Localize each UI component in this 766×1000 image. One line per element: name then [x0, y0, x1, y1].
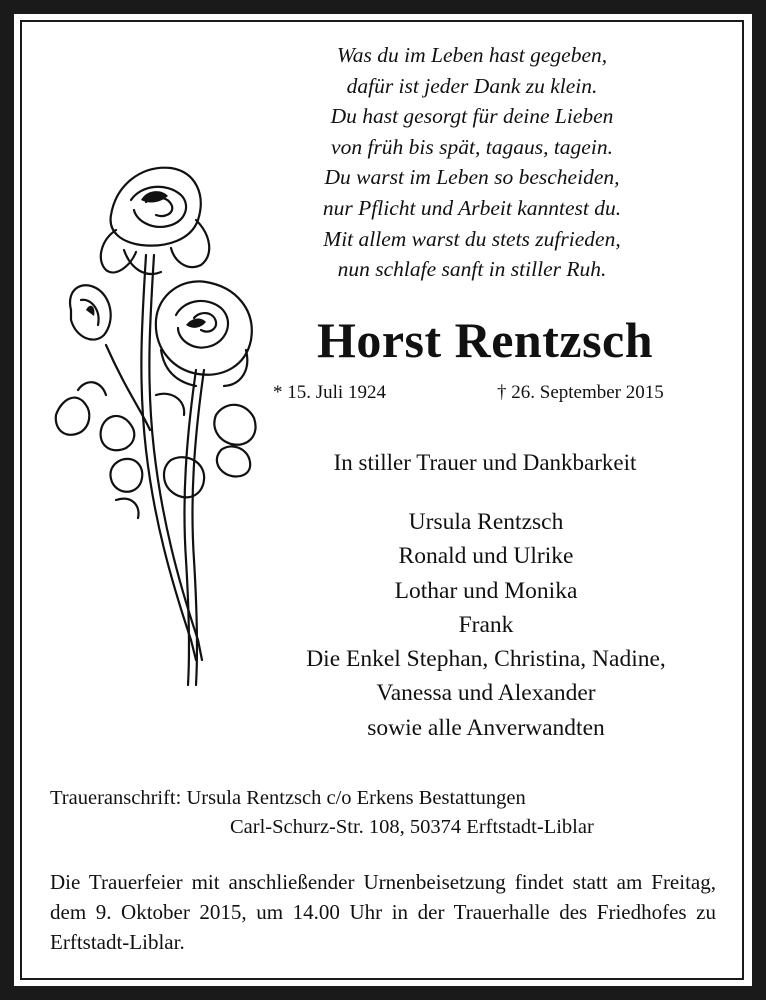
poem-line: Du hast gesorgt für deine Lieben — [330, 104, 614, 129]
poem-line: von früh bis spät, tagaus, tagein. — [331, 134, 613, 159]
deceased-name: Horst Rentzsch — [316, 312, 654, 368]
family-member: sowie alle Anverwandten — [367, 714, 605, 741]
family-list — [230, 505, 742, 745]
family-member: Vanessa und Alexander — [376, 680, 596, 707]
family-member: Die Enkel Stephan, Christina, Nadine, — [306, 646, 666, 673]
family-member: Ronald und Ulrike — [398, 543, 574, 570]
poem — [262, 40, 682, 285]
mourning-line: In stiller Trauer und Dankbarkeit — [333, 450, 637, 475]
poem-line: Du warst im Leben so bescheiden, — [324, 165, 620, 190]
ceremony-notice: Die Trauerfeier mit anschließender Urnenbeisetzung findet statt am Freitag, dem 9. Oktober 2015, um 14.00 Uhr in der Trauerhalle des Friedhofes zu Erftstadt-Liblar. — [50, 870, 716, 954]
family-member: Lothar und Monika — [394, 577, 578, 604]
poem-line: Mit allem warst du stets zufrieden, — [323, 226, 621, 251]
poem-line: nur Pflicht und Arbeit kanntest du. — [322, 195, 622, 220]
mourning-address-line1: Traueranschrift: Ursula Rentzsch c/o Erkens Bestattungen — [50, 787, 526, 809]
birth-date: * 15. Juli 1924 — [273, 382, 386, 403]
poem-line: nun schlafe sanft in stiller Ruh. — [337, 257, 607, 282]
death-date: † 26. September 2015 — [497, 382, 664, 403]
mourning-address-line2: Carl-Schurz-Str. 108, 50374 Erftstadt-Liblar — [230, 816, 594, 838]
rose-illustration-icon — [46, 160, 261, 695]
family-member: Ursula Rentzsch — [408, 509, 564, 535]
family-member: Frank — [458, 611, 514, 638]
poem-line: Was du im Leben hast gegeben, — [336, 43, 608, 67]
poem-line: dafür ist jeder Dank zu klein. — [346, 73, 598, 98]
